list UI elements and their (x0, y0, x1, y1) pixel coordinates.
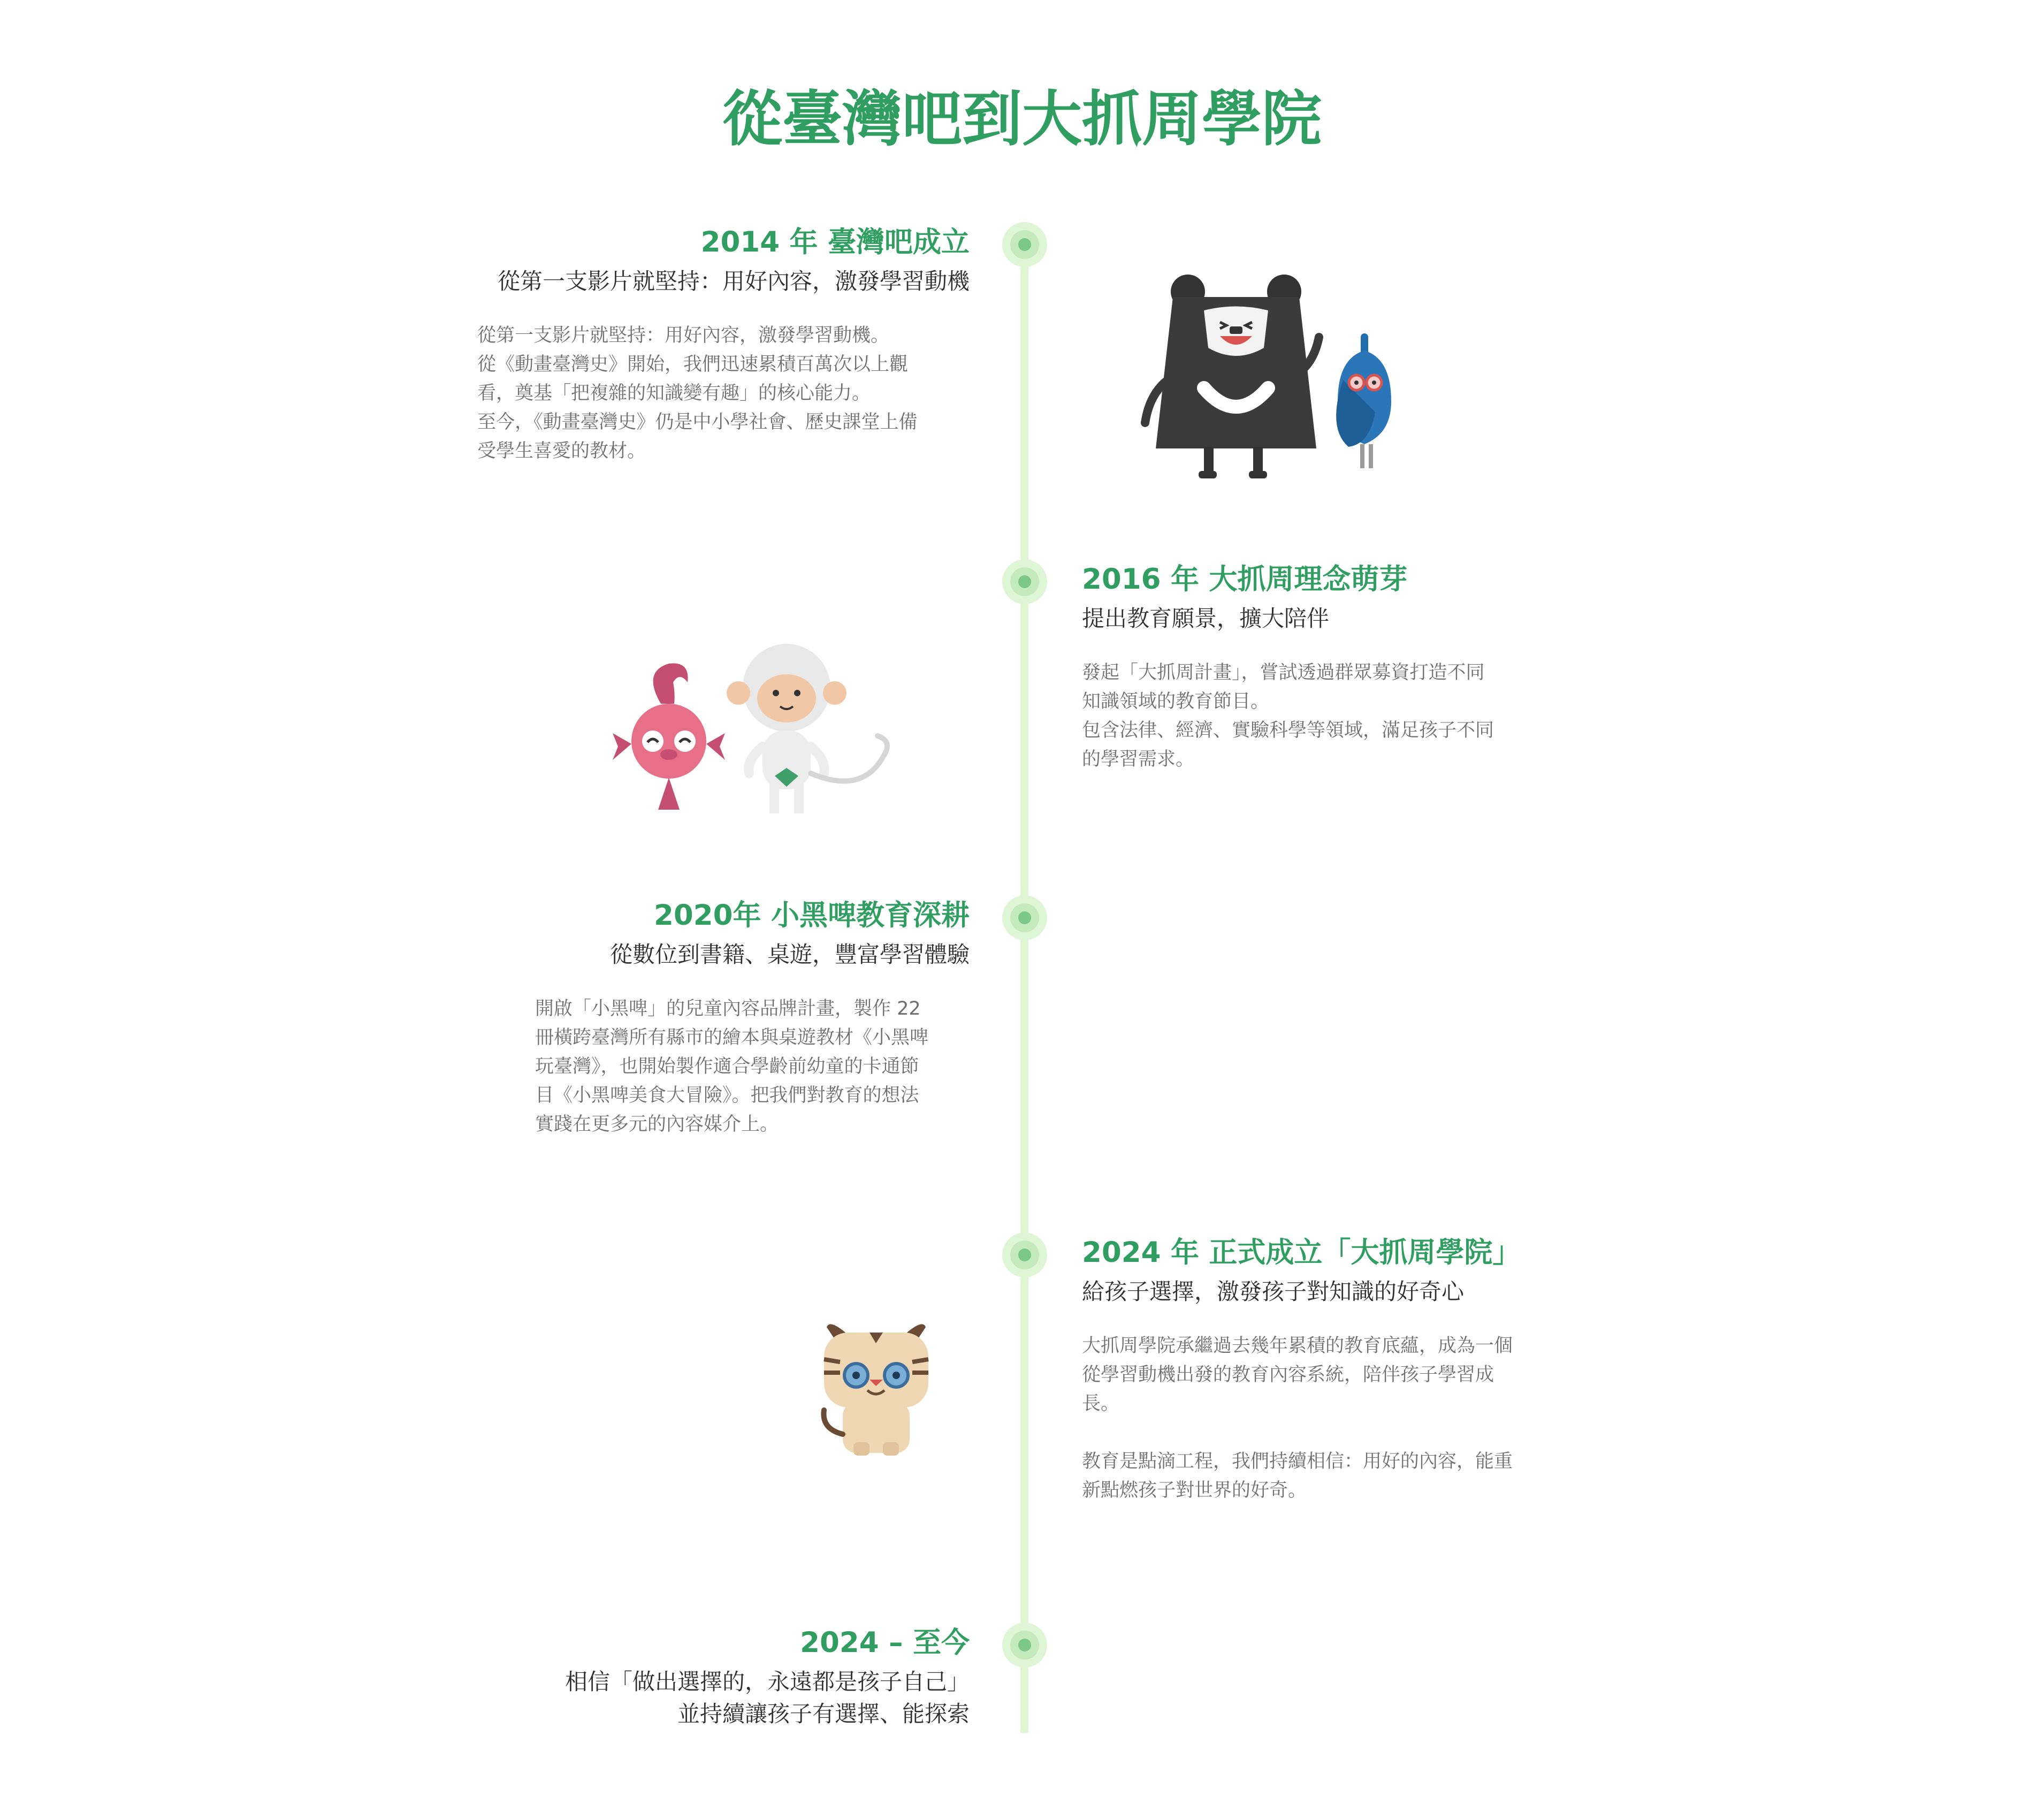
entry-year: 2016 年 大抓周理念萌芽 (1082, 563, 1408, 596)
entry-subtitle: 相信「做出選擇的，永遠都是孩子自己」 (565, 1669, 970, 1695)
description-line: 從第一支影片就堅持：用好內容，激發學習動機。 (477, 325, 890, 346)
pink-fish-character (613, 663, 725, 810)
description-line: 大抓周學院承繼過去幾年累積的教育底蘊，成為一個 (1082, 1335, 1513, 1357)
entry-year: 2024 – 至今 (800, 1626, 970, 1659)
description-line: 開啟「小黑啤」的兒童內容品牌計畫，製作 22 (535, 998, 921, 1019)
entry-description (1082, 658, 1574, 774)
tiger-illustration (816, 1322, 936, 1458)
bear-and-bird-illustration (1140, 273, 1418, 487)
entry-description (535, 994, 970, 1139)
description-line: 知識領域的教育節目。 (1082, 691, 1270, 712)
entry-year: 2014 年 臺灣吧成立 (700, 226, 970, 258)
entry-subtitle: 並持續讓孩子有選擇、能探索 (677, 1701, 970, 1727)
description-line: 玩臺灣》，也開始製作適合學齡前幼童的卡通節 (535, 1056, 919, 1077)
entry-year: 2024 年 正式成立「大抓周學院」 (1082, 1236, 1521, 1269)
description-line: 至今，《動畫臺灣史》仍是中小學社會、歷史課堂上備 (477, 412, 918, 433)
description-line: 看，奠基「把複雜的知識變有趣」的核心能力。 (477, 383, 871, 404)
entry-description (1082, 1331, 1563, 1505)
description-line: 實踐在更多元的內容媒介上。 (535, 1114, 779, 1135)
timeline-dot (1002, 559, 1047, 604)
entry-year: 2020年 小黑啤教育深耕 (654, 899, 970, 932)
timeline-dot (1002, 222, 1047, 267)
description-line: 包含法律、經濟、實驗科學等領域，滿足孩子不同 (1082, 720, 1494, 741)
fish-and-monkey-illustration (610, 640, 899, 816)
bear-character (1145, 275, 1319, 478)
entry-subtitle: 給孩子選擇，激發孩子對知識的好奇心 (1082, 1278, 1465, 1305)
tiger-character (823, 1324, 928, 1456)
description-line: 的學習需求。 (1082, 749, 1195, 770)
timeline-dot (1002, 895, 1047, 940)
blue-bird-character (1336, 337, 1391, 468)
entry-subtitle: 從數位到書籍、桌遊，豐富學習體驗 (609, 941, 970, 968)
white-monkey-character (727, 644, 887, 813)
timeline-entry-2024-present (565, 1624, 970, 1730)
description-line: 受學生喜愛的教材。 (477, 440, 646, 462)
description-line: 從學習動機出發的教育內容系統，陪伴孩子學習成 (1082, 1364, 1494, 1386)
timeline-line (1020, 245, 1028, 1733)
description-line: 目《小黑啤美食大冒險》。把我們對教育的想法 (535, 1085, 919, 1106)
entry-subtitle: 提出教育願景，擴大陪伴 (1082, 605, 1330, 631)
timeline-entry-2024 (1082, 1234, 1563, 1505)
description-line: 發起「大抓周計畫」，嘗試透過群眾募資打造不同 (1082, 662, 1485, 683)
description-line: 冊橫跨臺灣所有縣市的繪本與桌遊教材《小黑啤 (535, 1027, 929, 1048)
description-line: 從《動畫臺灣史》開始，我們迅速累積百萬次以上觀 (477, 354, 909, 375)
timeline-entry-2014 (477, 224, 970, 466)
timeline-entry-2020 (535, 897, 970, 1139)
page-title: 從臺灣吧到大抓周學院 (722, 85, 1322, 154)
entry-description (477, 321, 970, 466)
description-line: 長。 (1082, 1393, 1120, 1414)
timeline-entry-2016 (1082, 561, 1574, 774)
description-line: 新點燃孩子對世界的好奇。 (1082, 1480, 1307, 1501)
timeline-dot (1002, 1232, 1047, 1277)
description-line: 教育是點滴工程，我們持續相信：用好的內容，能重 (1082, 1451, 1513, 1472)
description-spacer (1082, 1418, 1563, 1447)
entry-subtitle: 從第一支影片就堅持：用好內容，激發學習動機 (497, 268, 970, 294)
timeline-dot (1002, 1623, 1047, 1668)
